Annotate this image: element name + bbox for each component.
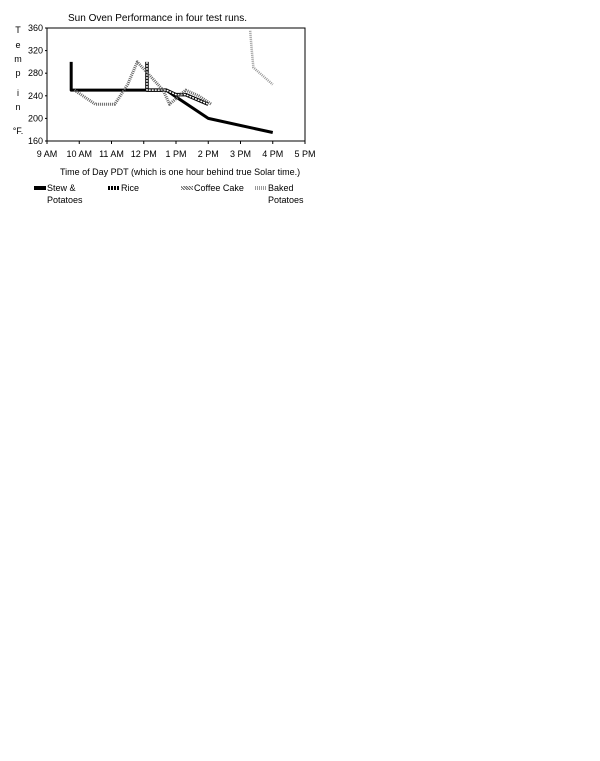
legend-label-baked-potatoes: Baked Potatoes: [268, 183, 304, 205]
y-label-char: m: [14, 54, 22, 64]
y-tick-label: 200: [27, 113, 43, 124]
x-tick-label: 10 AM: [66, 149, 93, 159]
x-tick-label: 12 PM: [130, 149, 157, 159]
legend-label-coffee-cake: Coffee Cake: [194, 183, 244, 193]
y-axis-label: [13, 25, 24, 136]
series-layer: [71, 31, 273, 133]
y-label-char: T: [15, 25, 21, 35]
x-axis-label: Time of Day PDT (which is one hour behind true Solar time.): [60, 167, 301, 177]
y-tick-label: 280: [27, 68, 43, 79]
x-tick-label: 11 AM: [99, 149, 124, 159]
y-label-char: p: [15, 68, 21, 78]
series-stew-potatoes: [71, 62, 273, 133]
x-tick-label: 2 PM: [197, 149, 219, 159]
x-tick-label: 3 PM: [229, 149, 252, 159]
legend-swatch-rice: [108, 186, 120, 190]
series-baked-potatoes: [250, 31, 273, 85]
series-line: [71, 62, 273, 133]
legend-label-rice: Rice: [121, 183, 140, 193]
legend-swatch-stew: [34, 186, 46, 190]
series-line: [250, 31, 273, 85]
x-tick-label: 5 PM: [294, 149, 316, 159]
x-tick-label: 4 PM: [262, 149, 284, 159]
chart-title: Sun Oven Performance in four test runs.: [68, 13, 247, 24]
x-axis-ticks: [37, 141, 316, 159]
y-tick-label: 160: [27, 136, 43, 146]
y-tick-label: 240: [27, 90, 43, 101]
legend-swatch-baked-potatoes: [255, 186, 267, 190]
y-label-char: i: [17, 88, 19, 98]
legend-label-stew: Stew & Potatoes: [47, 183, 83, 205]
x-tick-label: 9 AM: [36, 149, 58, 159]
y-tick-label: 320: [27, 45, 43, 56]
y-label-char: e: [15, 40, 21, 50]
y-label-char: °F.: [12, 126, 24, 136]
y-tick-label: 360: [27, 23, 43, 33]
x-tick-label: 1 PM: [165, 149, 187, 159]
plot-area: [47, 28, 305, 141]
y-axis-ticks: [28, 23, 47, 146]
legend-swatch-coffee-cake: [181, 186, 193, 190]
y-label-char: n: [15, 102, 21, 112]
